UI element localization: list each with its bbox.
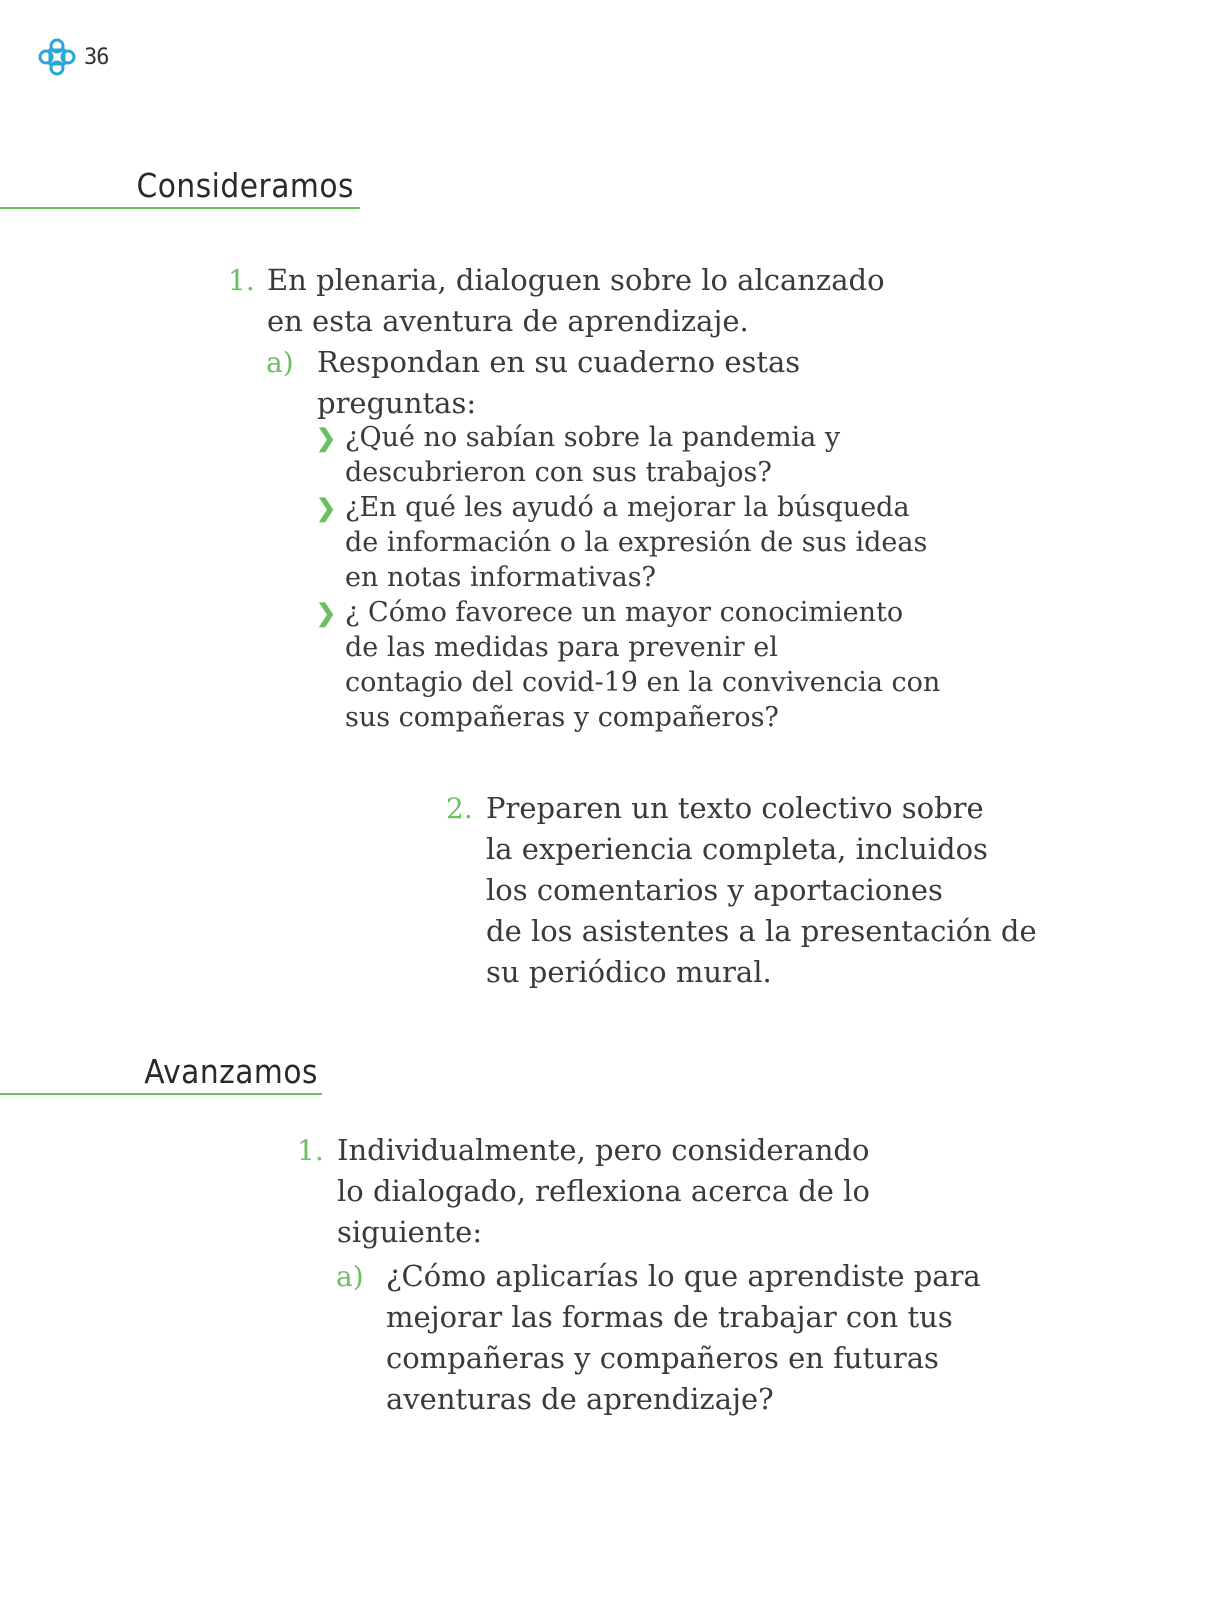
page-number: 36 (84, 44, 109, 70)
item-line: siguiente: (337, 1215, 483, 1249)
item-line: la experiencia completa, incluidos (486, 832, 988, 866)
bullet-line: de información o la expresión de sus ideas (345, 527, 928, 558)
subitem-letter: a) (266, 346, 294, 379)
item-number: 1. (297, 1134, 324, 1167)
bullet-line: contagio del covid-19 en la convivencia con (345, 667, 941, 698)
item-number: 1. (228, 264, 255, 297)
item-line: lo dialogado, reflexiona acerca de lo (337, 1174, 870, 1208)
item-number: 2. (446, 792, 473, 825)
bullet-chevron-icon: ❯ (316, 423, 337, 452)
item-line: los comentarios y aportaciones (486, 873, 943, 907)
item-line: Individualmente, pero considerando (337, 1133, 870, 1167)
section-heading-consideramos: Consideramos (0, 166, 360, 209)
bullet-line: en notas informativas? (345, 562, 657, 593)
subitem-line: mejorar las formas de trabajar con tus (386, 1300, 953, 1334)
page-folio (38, 38, 109, 76)
subitem-line: compañeras y compañeros en futuras (386, 1341, 939, 1375)
flower-knot-logo-icon (38, 38, 76, 76)
bullet-line: sus compañeras y compañeros? (345, 702, 779, 733)
bullet-line: ¿Qué no sabían sobre la pandemia y (345, 422, 841, 453)
bullet-line: de las medidas para prevenir el (345, 632, 778, 663)
item-line: Preparen un texto colectivo sobre (486, 791, 984, 825)
item-line: en esta aventura de aprendizaje. (267, 304, 749, 338)
subitem-line: aventuras de aprendizaje? (386, 1382, 774, 1416)
section-heading-avanzamos: Avanzamos (0, 1052, 322, 1095)
bullet-line: ¿En qué les ayudó a mejorar la búsqueda (345, 492, 910, 523)
bullet-line: descubrieron con sus trabajos? (345, 457, 772, 488)
item-line: En plenaria, dialoguen sobre lo alcanzado (267, 263, 885, 297)
item-line: su periódico mural. (486, 955, 772, 989)
bullet-chevron-icon: ❯ (316, 493, 337, 522)
bullet-chevron-icon: ❯ (316, 598, 337, 627)
subitem-letter: a) (336, 1260, 364, 1293)
subitem-line: ¿Cómo aplicarías lo que aprendiste para (386, 1259, 981, 1293)
item-line: de los asistentes a la presentación de (486, 914, 1037, 948)
subitem-line: Respondan en su cuaderno estas (317, 345, 801, 379)
bullet-line: ¿ Cómo favorece un mayor conocimiento (345, 597, 904, 628)
subitem-line: preguntas: (317, 386, 477, 420)
